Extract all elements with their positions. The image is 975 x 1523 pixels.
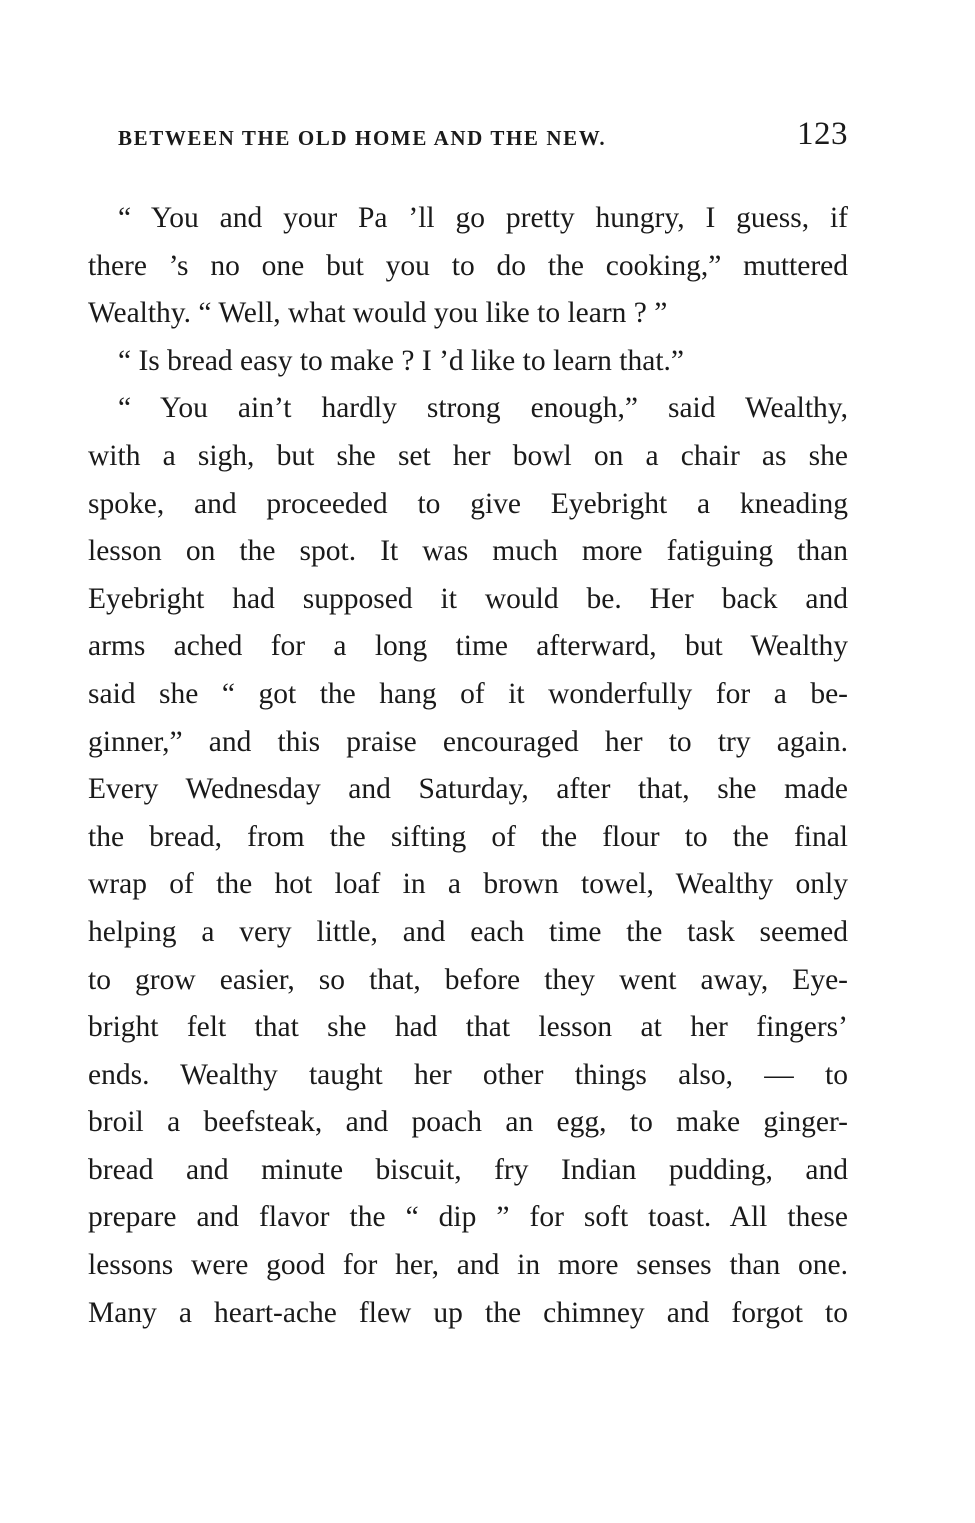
text-line: said she “ got the hang of it wonderfully for a be- [88, 677, 848, 710]
text-line: Wealthy. “ Well, what would you like to learn ? ” [88, 297, 668, 330]
text-line: prepare and flavor the “ dip ” for soft toast. All these [88, 1201, 848, 1234]
running-head [118, 116, 848, 160]
text-line: the bread, from the sifting of the flour to the final [88, 820, 848, 853]
text-line: Every Wednesday and Saturday, after that, she made [88, 773, 848, 806]
text-line: Eyebright had supposed it would be. Her back and [88, 582, 848, 615]
text-line: “ You and your Pa ’ll go pretty hungry, I guess, if [118, 202, 848, 234]
text-line: with a sigh, but she set her bowl on a chair as she [88, 439, 848, 472]
text-line: helping a very little, and each time the task seemed [88, 915, 848, 948]
running-title: BETWEEN THE OLD HOME AND THE NEW. [118, 126, 607, 150]
text-line: arms ached for a long time afterward, but Wealthy [88, 630, 848, 663]
text-line: ginner,” and this praise encouraged her to try again. [88, 725, 848, 758]
page-number: 123 [797, 116, 848, 152]
text-line: ends. Wealthy taught her other things also, — to [88, 1058, 848, 1091]
text-line: Many a heart-ache flew up the chimney and forgot to [88, 1296, 848, 1329]
text-line: “ Is bread easy to make ? I ’d like to learn that.” [118, 344, 684, 377]
body-text [88, 195, 848, 1337]
text-line: there ’s no one but you to do the cooking,” muttered [88, 249, 848, 282]
text-line: spoke, and proceeded to give Eyebright a kneading [88, 487, 848, 520]
text-line: lessons were good for her, and in more senses than one. [88, 1249, 848, 1282]
text-line: lesson on the spot. It was much more fatiguing than [88, 535, 848, 568]
text-line: to grow easier, so that, before they went away, Eye- [88, 963, 848, 996]
text-line: “ You ain’t hardly strong enough,” said Wealthy, [118, 392, 848, 425]
text-line: wrap of the hot loaf in a brown towel, Wealthy only [88, 868, 848, 901]
text-line: bright felt that she had that lesson at her fingers’ [88, 1011, 848, 1044]
text-line: bread and minute biscuit, fry Indian pudding, and [88, 1153, 848, 1186]
text-line: broil a beefsteak, and poach an egg, to make ginger- [88, 1106, 848, 1139]
